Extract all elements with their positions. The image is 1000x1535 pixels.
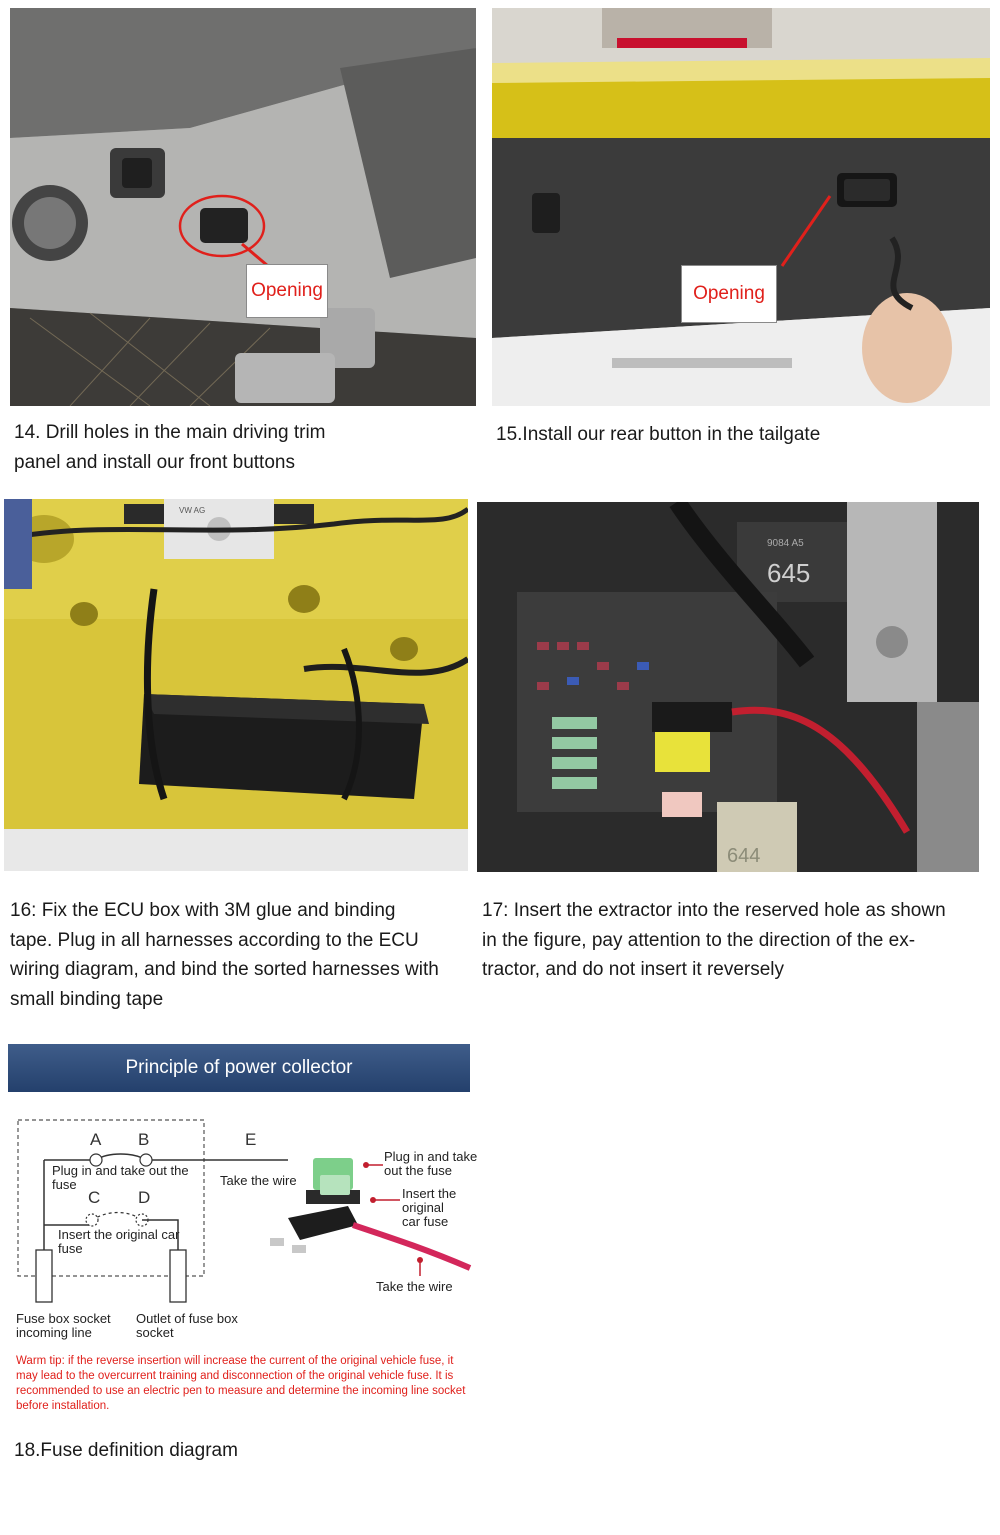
caption-step-16-line1: 16: Fix the ECU box with 3M glue and binding (10, 900, 396, 921)
warm-tip-line4: before installation. (16, 1400, 110, 1412)
caption-step-18-line1: 18.Fuse definition diagram (14, 1440, 238, 1461)
label-socket-incoming-line2: incoming line (16, 1325, 92, 1340)
fuse-definition-diagram (8, 1040, 500, 1418)
warm-tip-line3: recommended to use an electric pen to measure and determine the incoming line socket (16, 1385, 466, 1397)
letter-e: E (245, 1130, 257, 1149)
ecu-label-text: VW AG (179, 506, 206, 515)
label-right-plug-line1: Plug in and take (384, 1149, 478, 1164)
label-socket-outlet-line2: socket (136, 1325, 174, 1340)
label-plug-fuse-line2: fuse (52, 1177, 77, 1192)
photo-front-button-install (10, 8, 476, 406)
warm-tip (16, 1354, 486, 1414)
callout-opening-front: Opening (246, 264, 328, 318)
caption-step-15-line1: 15.Install our rear button in the tailgate (496, 424, 821, 445)
caption-step-16-line3: wiring diagram, and bind the sorted harnesses with (10, 959, 439, 980)
diagram-title: Principle of power collector (8, 1044, 470, 1092)
label-insert-original-line1: Insert the original car (58, 1227, 180, 1242)
photo-fuse-box-extractor (477, 502, 979, 872)
warm-tip-line1: Warm tip: if the reverse insertion will increase the current of the original vehicle fuse, it (16, 1355, 454, 1367)
terminal-c (86, 1214, 98, 1226)
caption-step-16 (10, 896, 472, 1014)
label-right-take-wire: Take the wire (376, 1279, 453, 1294)
caption-step-16-line4: small binding tape (10, 988, 164, 1010)
letter-b: B (138, 1130, 150, 1149)
label-right-plug-line2: out the fuse (384, 1163, 452, 1178)
caption-step-14-line1: 14. Drill holes in the main driving trim (14, 422, 326, 443)
circuit-top-wire (44, 1154, 288, 1160)
circuit-dashed-fuse (92, 1213, 142, 1221)
label-right-insert (402, 1187, 500, 1229)
label-socket-incoming (16, 1312, 111, 1340)
label-socket-incoming-line1: Fuse box socket (16, 1311, 111, 1326)
caption-step-17-line1: 17: Insert the extractor into the reserved hole as shown (482, 900, 946, 921)
label-socket-outlet-line1: Outlet of fuse box (136, 1311, 238, 1326)
letter-a: A (90, 1130, 102, 1149)
callout-opening-rear: Opening (681, 265, 777, 323)
label-plug-fuse (52, 1164, 189, 1192)
fuse-box-code-small: 9084 A5 (767, 538, 804, 549)
fuse-box-bottom-code: 644 (727, 845, 761, 867)
caption-step-18 (14, 1436, 474, 1466)
letter-d: D (138, 1188, 151, 1207)
warm-tip-line2: may lead to the overcurrent training and disconnection of the original vehicle fuse. It is (16, 1370, 454, 1382)
caption-step-17-line2: in the figure, pay attention to the direction of the ex- (482, 929, 916, 951)
photo-rear-button-install (492, 8, 990, 406)
caption-step-15 (496, 420, 986, 450)
label-insert-original-line2: fuse (58, 1241, 83, 1256)
label-socket-outlet (136, 1312, 238, 1340)
label-right-insert-line1: Insert the original (402, 1186, 457, 1215)
caption-step-14 (14, 418, 474, 477)
caption-step-16-line2: tape. Plug in all harnesses according to the ECU (10, 929, 419, 951)
socket-outlet (170, 1250, 186, 1302)
caption-step-17-line3: tractor, and do not insert it reversely (482, 959, 785, 980)
caption-step-14-line2: panel and install our front buttons (14, 451, 295, 473)
label-insert-original (58, 1228, 179, 1256)
label-right-plug (384, 1150, 477, 1178)
socket-incoming (36, 1250, 52, 1302)
label-right-insert-line2: car fuse (402, 1214, 449, 1229)
fuse-box-code: 645 (767, 558, 811, 588)
letter-c: C (88, 1188, 101, 1207)
caption-step-17 (482, 896, 992, 985)
label-take-wire-left: Take the wire (220, 1173, 297, 1188)
label-plug-fuse-line1: Plug in and take out the (52, 1163, 189, 1178)
photo-ecu-box-fixed (4, 499, 468, 871)
